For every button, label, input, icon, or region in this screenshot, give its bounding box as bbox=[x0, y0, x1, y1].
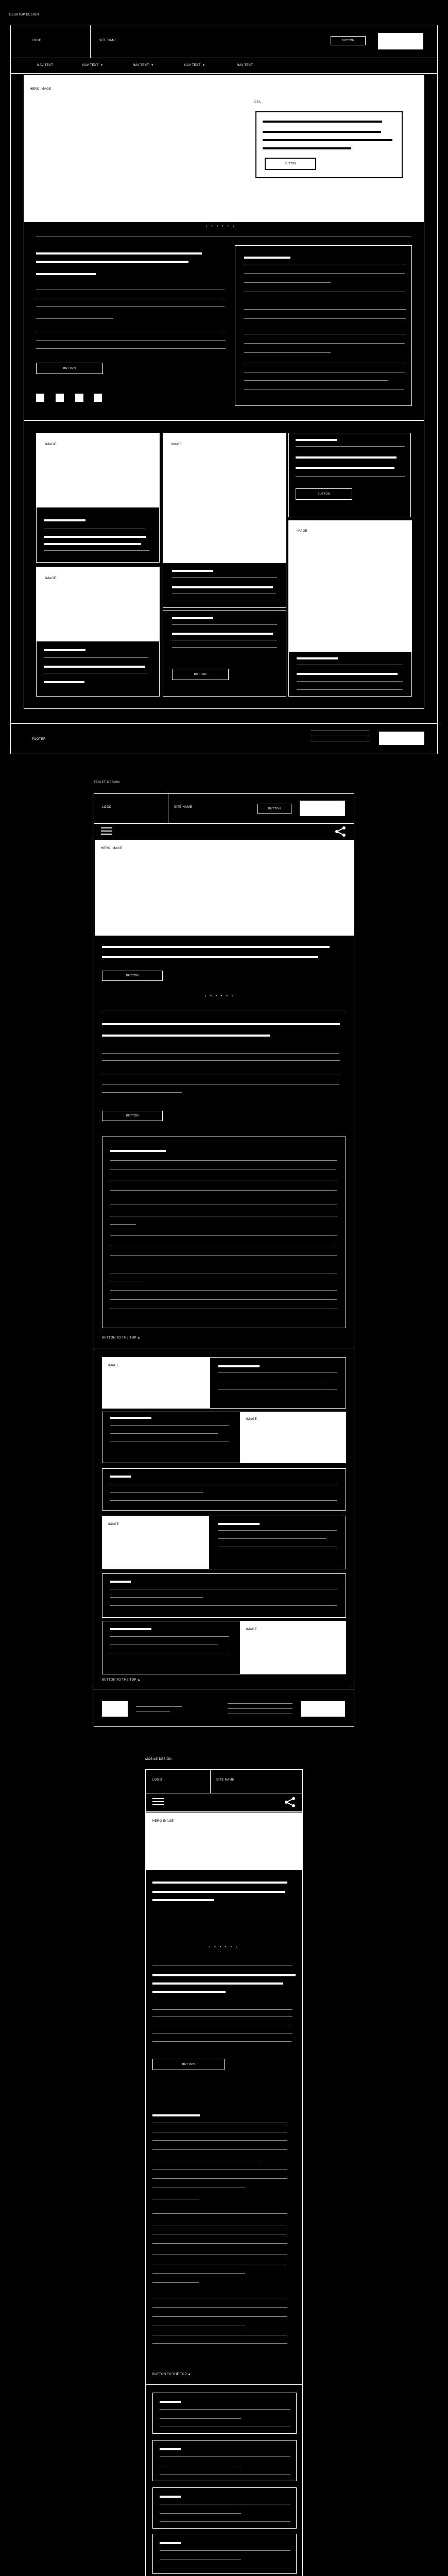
tablet-share-icon[interactable] bbox=[335, 826, 346, 837]
desktop-nav-2[interactable]: NAV TEXT ▼ bbox=[82, 64, 104, 67]
desktop-header-white-box bbox=[378, 33, 423, 49]
desktop-social-1[interactable] bbox=[36, 394, 44, 402]
desktop-cta-label: CTA bbox=[254, 101, 261, 104]
desktop-social-2[interactable] bbox=[56, 394, 64, 402]
mobile-section-title: MOBILE DESIGN bbox=[145, 1758, 172, 1761]
tablet-hero-button[interactable]: BUTTON bbox=[102, 971, 163, 981]
desktop-grid-image-2 bbox=[163, 433, 286, 563]
desktop-grid-button-2[interactable]: BUTTON bbox=[172, 669, 229, 680]
desktop-hero-label: HERO IMAGE bbox=[30, 88, 51, 91]
desktop-nav-4[interactable]: NAV TEXT ▼ bbox=[184, 64, 205, 67]
tablet-back-to-top-2[interactable]: BUTTON TO THE TOP ▲ bbox=[102, 1679, 141, 1682]
desktop-social-4[interactable] bbox=[94, 394, 102, 402]
desktop-nav-5[interactable]: NAV TEXT bbox=[237, 64, 253, 67]
desktop-nav-1[interactable]: NAV TEXT bbox=[37, 64, 54, 67]
desktop-cta-button[interactable]: BUTTON bbox=[265, 158, 316, 170]
tablet-content-button[interactable]: BUTTON bbox=[102, 1111, 163, 1121]
desktop-sidebar bbox=[235, 245, 412, 406]
tablet-section-title: TABLET DESIGN bbox=[94, 781, 120, 784]
desktop-carousel-dots[interactable]: ‹ • • • • › bbox=[206, 225, 236, 228]
mobile-menu-icon[interactable] bbox=[152, 1798, 164, 1805]
desktop-content-button[interactable]: BUTTON bbox=[36, 363, 103, 374]
mobile-back-to-top-1[interactable]: BUTTON TO THE TOP ▲ bbox=[152, 2373, 191, 2376]
desktop-nav-3[interactable]: NAV TEXT ▼ bbox=[133, 64, 154, 67]
desktop-section-title: DESKTOP DESIGN bbox=[9, 13, 39, 16]
mobile-content-button[interactable]: BUTTON bbox=[152, 2059, 225, 2070]
desktop-footer: FOOTER bbox=[32, 738, 46, 741]
desktop-header-button[interactable]: BUTTON bbox=[331, 36, 366, 45]
desktop-logo: LOGO bbox=[32, 39, 42, 42]
tablet-back-to-top-1[interactable]: BUTTON TO THE TOP ▲ bbox=[102, 1336, 141, 1340]
desktop-grid-button-1[interactable]: BUTTON bbox=[296, 488, 352, 500]
tablet-header-button[interactable]: BUTTON bbox=[257, 804, 291, 814]
tablet-menu-icon[interactable] bbox=[101, 827, 112, 835]
tablet-hero-image bbox=[95, 840, 354, 936]
desktop-social-3[interactable] bbox=[75, 394, 83, 402]
desktop-site-name: SITE NAME bbox=[99, 39, 117, 42]
desktop-grid-image-3 bbox=[288, 520, 412, 651]
mobile-share-icon[interactable] bbox=[284, 1797, 296, 1807]
